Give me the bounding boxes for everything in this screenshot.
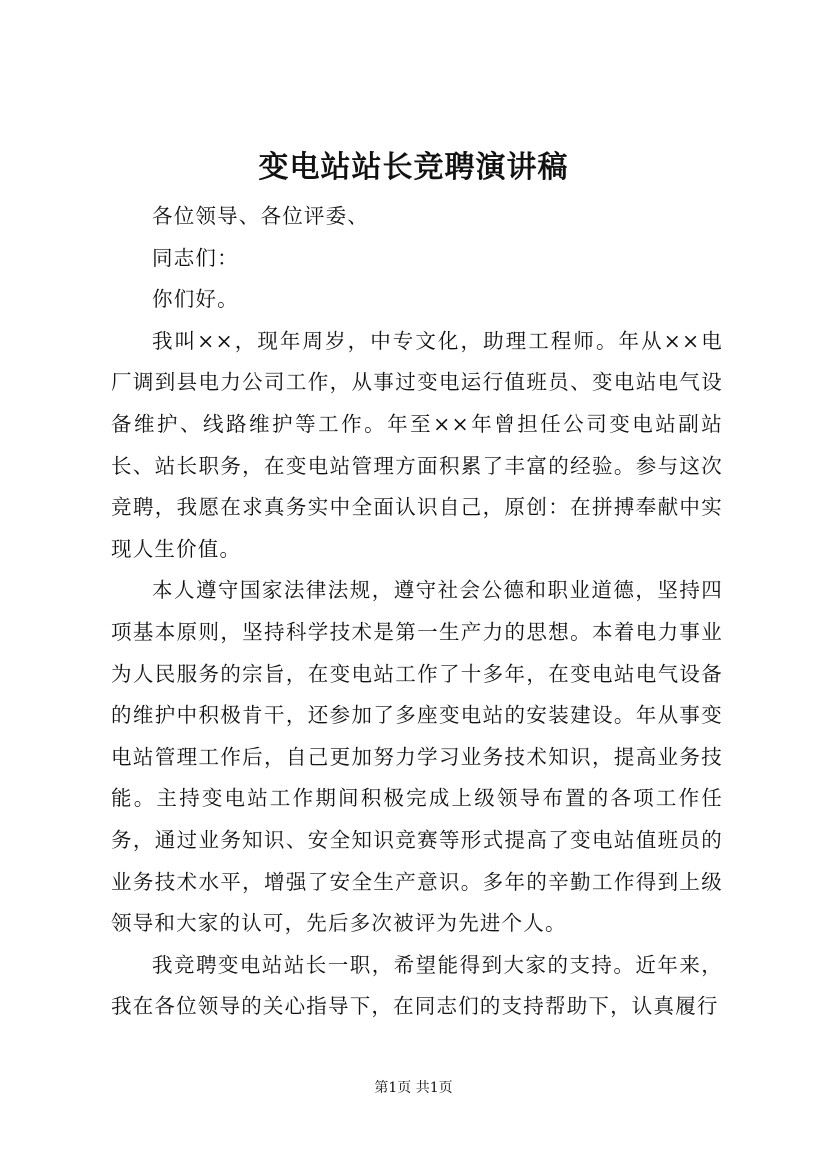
document-title: 变电站站长竞聘演讲稿	[258, 150, 569, 185]
greeting-line-2: 同志们：	[152, 245, 239, 270]
paragraph-introduction: 我叫××，现年周岁，中专文化，助理工程师。年从××电厂调到县电力公司工作，从事过变电运行值班员、变电站电气设备维护、线路维护等工作。年至××年曾担任公司变电站副站长、站长职务，在变电站管理方面积累了丰富的经验。参与这次竞聘，我愿在求真务实中全面认识自己，原创：在拼搏奉献中实现人生价值。	[111, 328, 723, 561]
paragraph-qualifications: 本人遵守国家法律法规，遵守社会公德和职业道德，坚持四项基本原则，坚持科学技术是第一生产力的思想。本着电力事业为人民服务的宗旨，在变电站工作了十多年，在变电站电气设备的维护中积极肯干，还参加了多座变电站的安装建设。年从事变电站管理工作后，自己更加努力学习业务技术知识，提高业务技能。主持变电站工作期间积极完成上级领导布置的各项工作任务，通过业务知识、安全知识竞赛等形式提高了变电站值班员的业务技术水平，增强了安全生产意识。多年的辛勤工作得到上级领导和大家的认可，先后多次被评为先进个人。	[111, 578, 723, 936]
greeting-line-3: 你们好。	[152, 287, 239, 312]
paragraph-candidacy: 我竞聘变电站站长一职，希望能得到大家的支持。近年来，我在各位领导的关心指导下，在同志们的支持帮助下，认真履行	[111, 952, 723, 1019]
greeting-line-1: 各位领导、各位评委、	[152, 204, 369, 228]
page-footer: 第1页 共1页	[374, 1080, 453, 1096]
document-body	[111, 196, 723, 1028]
